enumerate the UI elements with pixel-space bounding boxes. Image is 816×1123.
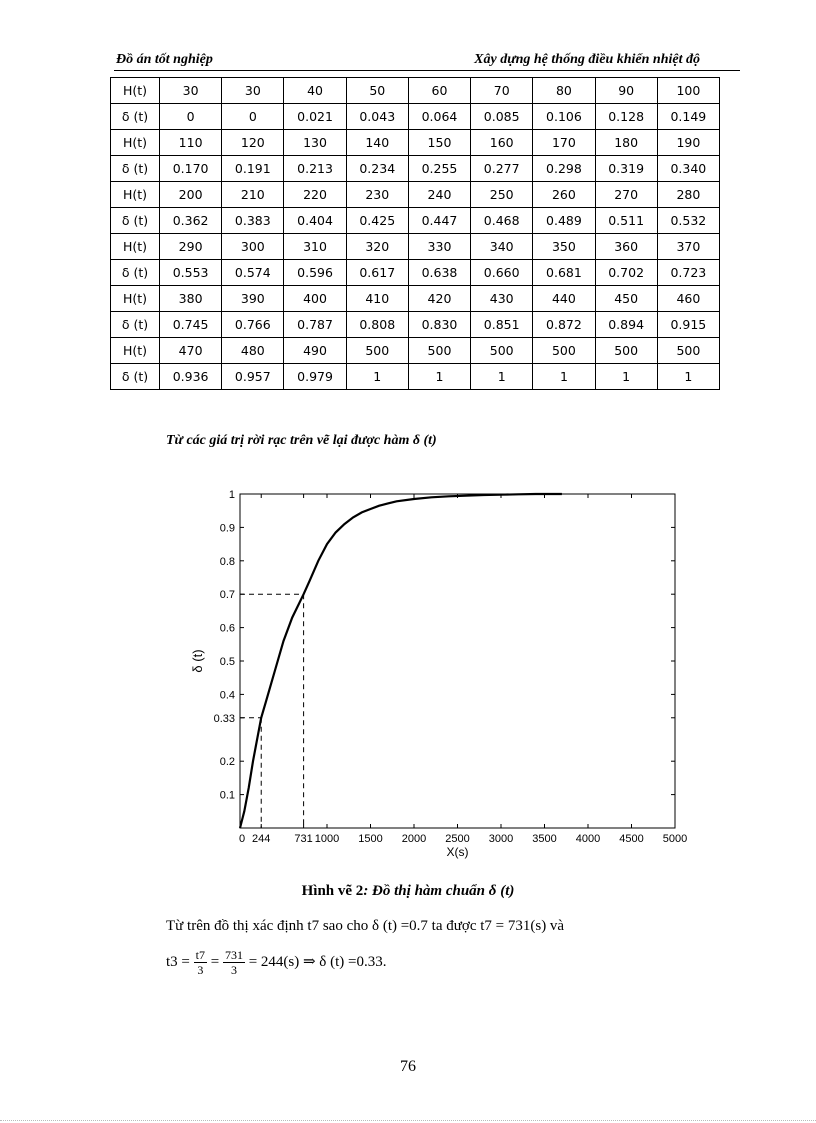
table-cell: 470 <box>160 338 222 364</box>
formula-frac2-num: 731 <box>224 948 243 962</box>
table-cell: 0.064 <box>408 104 470 130</box>
table-cell: 0.915 <box>657 312 719 338</box>
figure-caption <box>0 883 816 900</box>
header-left: Đồ án tốt nghiệp <box>116 52 213 67</box>
page-number: 76 <box>400 1058 416 1075</box>
table-cell: 0.638 <box>408 260 470 286</box>
table-cell: 40 <box>284 78 346 104</box>
table-cell: 200 <box>160 182 222 208</box>
table-cell: 1 <box>471 364 533 390</box>
y-tick-label: 0.1 <box>219 789 235 802</box>
table-row-label: δ (t) <box>111 208 160 234</box>
table-cell: 0.425 <box>346 208 408 234</box>
table-cell: 0.957 <box>222 364 284 390</box>
table-cell: 0.255 <box>408 156 470 182</box>
table-cell: 70 <box>471 78 533 104</box>
table-cell: 0.149 <box>657 104 719 130</box>
formula-fraction-1 <box>194 948 207 977</box>
x-tick-label: 1000 <box>314 833 340 845</box>
table-cell: 0.489 <box>533 208 595 234</box>
table-cell: 360 <box>595 234 657 260</box>
table-row-label: H(t) <box>111 234 160 260</box>
plot-frame <box>240 494 675 828</box>
table-cell: 1 <box>346 364 408 390</box>
formula-equals: = <box>210 953 220 970</box>
table-cell: 0.404 <box>284 208 346 234</box>
table-row <box>111 338 720 364</box>
table-cell: 0.106 <box>533 104 595 130</box>
table-cell: 0 <box>222 104 284 130</box>
table-cell: 500 <box>533 338 595 364</box>
table-row <box>111 286 720 312</box>
table-cell: 280 <box>657 182 719 208</box>
table-cell: 0.617 <box>346 260 408 286</box>
table-row-label: δ (t) <box>111 156 160 182</box>
table-cell: 150 <box>408 130 470 156</box>
table-row-label: H(t) <box>111 130 160 156</box>
table-cell: 90 <box>595 78 657 104</box>
table-cell: 0.128 <box>595 104 657 130</box>
x-axis-label: X(s) <box>446 845 469 859</box>
table-cell: 1 <box>595 364 657 390</box>
table-cell: 460 <box>657 286 719 312</box>
table-row-label: δ (t) <box>111 260 160 286</box>
table-cell: 210 <box>222 182 284 208</box>
table-cell: 0.574 <box>222 260 284 286</box>
table-cell: 500 <box>595 338 657 364</box>
table-cell: 500 <box>471 338 533 364</box>
table-cell: 120 <box>222 130 284 156</box>
table-cell: 0.362 <box>160 208 222 234</box>
table-cell: 110 <box>160 130 222 156</box>
table-cell: 450 <box>595 286 657 312</box>
table-cell: 220 <box>284 182 346 208</box>
table-cell: 290 <box>160 234 222 260</box>
table-cell: 0.213 <box>284 156 346 182</box>
x-tick-label: 4000 <box>575 833 601 845</box>
x-tick-label: 3500 <box>532 833 557 845</box>
data-table <box>110 77 720 390</box>
table-row <box>111 364 720 390</box>
y-tick-label: 0.2 <box>219 756 235 769</box>
x-tick-label: 1500 <box>358 833 383 845</box>
formula-lhs: t3 = <box>166 953 190 970</box>
formula-frac2-den: 3 <box>230 963 237 977</box>
table-cell: 0.553 <box>160 260 222 286</box>
table-row <box>111 208 720 234</box>
table-cell: 300 <box>222 234 284 260</box>
table-cell: 160 <box>471 130 533 156</box>
table-cell: 400 <box>284 286 346 312</box>
table-row <box>111 312 720 338</box>
table-cell: 0.681 <box>533 260 595 286</box>
y-tick-label: 0.5 <box>219 656 235 668</box>
x-tick-label: 3000 <box>488 833 514 845</box>
table-cell: 130 <box>284 130 346 156</box>
table-cell: 250 <box>471 182 533 208</box>
table-row-label: δ (t) <box>111 104 160 130</box>
table-cell: 50 <box>346 78 408 104</box>
table-cell: 310 <box>284 234 346 260</box>
table-cell: 0.936 <box>160 364 222 390</box>
table-row-label: δ (t) <box>111 312 160 338</box>
table-cell: 30 <box>160 78 222 104</box>
table-cell: 430 <box>471 286 533 312</box>
table-cell: 390 <box>222 286 284 312</box>
table-cell: 0.979 <box>284 364 346 390</box>
table-cell: 330 <box>408 234 470 260</box>
table-cell: 190 <box>657 130 719 156</box>
x-tick-label: 244 <box>252 833 271 845</box>
delta-chart <box>180 480 690 870</box>
body-text: Từ trên đồ thị xác định t7 sao cho δ (t) =0.7 ta được t7 = 731(s) và <box>166 918 565 934</box>
table-cell: 170 <box>533 130 595 156</box>
table-cell: 240 <box>408 182 470 208</box>
y-tick-label: 1 <box>228 489 235 501</box>
table-cell: 0.085 <box>471 104 533 130</box>
table-cell: 0.808 <box>346 312 408 338</box>
table-row-label: H(t) <box>111 78 160 104</box>
table-row-label: H(t) <box>111 182 160 208</box>
table-cell: 0.383 <box>222 208 284 234</box>
table-row-label: δ (t) <box>111 364 160 390</box>
table-cell: 420 <box>408 286 470 312</box>
table-cell: 1 <box>408 364 470 390</box>
table-row <box>111 78 720 104</box>
y-tick-label: 0.8 <box>219 555 235 568</box>
table-cell: 350 <box>533 234 595 260</box>
table-cell: 0.532 <box>657 208 719 234</box>
table-cell: 0.894 <box>595 312 657 338</box>
page-bottom-divider <box>0 1120 816 1121</box>
header-right: Xây dựng hệ thống điều khiển nhiệt độ <box>474 52 700 67</box>
table-cell: 0.830 <box>408 312 470 338</box>
y-tick-label: 0.33 <box>213 712 235 725</box>
data-table-body <box>111 78 720 390</box>
table-cell: 0.170 <box>160 156 222 182</box>
table-cell: 60 <box>408 78 470 104</box>
table-cell: 0.723 <box>657 260 719 286</box>
table-row <box>111 234 720 260</box>
table-cell: 410 <box>346 286 408 312</box>
formula-fraction-2 <box>223 948 245 977</box>
table-row <box>111 130 720 156</box>
table-cell: 270 <box>595 182 657 208</box>
table-cell: 0.660 <box>471 260 533 286</box>
x-tick-label: 2500 <box>445 833 470 845</box>
table-cell: 340 <box>471 234 533 260</box>
page-header <box>114 50 740 71</box>
table-cell: 0.447 <box>408 208 470 234</box>
figure-caption-prefix: Hình vẽ 2 <box>301 883 364 899</box>
table-cell: 500 <box>408 338 470 364</box>
table-cell: 0.340 <box>657 156 719 182</box>
table-row <box>111 260 720 286</box>
formula-frac1-num: t7 <box>195 948 205 962</box>
table-cell: 100 <box>657 78 719 104</box>
table-cell: 1 <box>657 364 719 390</box>
table-cell: 500 <box>346 338 408 364</box>
table-row <box>111 156 720 182</box>
table-cell: 320 <box>346 234 408 260</box>
table-cell: 0.319 <box>595 156 657 182</box>
y-tick-label: 0.7 <box>219 589 235 602</box>
chart-intro-caption: Từ các giá trị rời rạc trên vẽ lại được hàm δ (t) <box>166 433 437 448</box>
table-cell: 0.787 <box>284 312 346 338</box>
y-tick-label: 0.9 <box>219 522 235 535</box>
table-cell: 260 <box>533 182 595 208</box>
table-cell: 30 <box>222 78 284 104</box>
table-cell: 0.851 <box>471 312 533 338</box>
table-row <box>111 104 720 130</box>
table-cell: 440 <box>533 286 595 312</box>
table-cell: 0.234 <box>346 156 408 182</box>
table-cell: 0.468 <box>471 208 533 234</box>
table-cell: 0.511 <box>595 208 657 234</box>
table-cell: 0.277 <box>471 156 533 182</box>
formula <box>166 948 387 988</box>
table-cell: 80 <box>533 78 595 104</box>
x-tick-label: 731 <box>294 833 313 845</box>
y-tick-label: 0.4 <box>219 689 235 702</box>
table-cell: 0.766 <box>222 312 284 338</box>
figure-caption-italic: : Đồ thị hàm chuẩn <box>363 883 489 899</box>
table-cell: 0.702 <box>595 260 657 286</box>
table-cell: 0.021 <box>284 104 346 130</box>
table-cell: 490 <box>284 338 346 364</box>
table-cell: 0.872 <box>533 312 595 338</box>
x-tick-label: 2000 <box>401 833 427 845</box>
x-tick-label: 5000 <box>662 833 688 845</box>
table-cell: 380 <box>160 286 222 312</box>
table-cell: 140 <box>346 130 408 156</box>
table-row <box>111 182 720 208</box>
table-cell: 1 <box>533 364 595 390</box>
table-cell: 0.745 <box>160 312 222 338</box>
table-row-label: H(t) <box>111 338 160 364</box>
table-cell: 500 <box>657 338 719 364</box>
table-cell: 480 <box>222 338 284 364</box>
table-cell: 180 <box>595 130 657 156</box>
table-cell: 0.191 <box>222 156 284 182</box>
table-cell: 0.043 <box>346 104 408 130</box>
table-cell: 0.298 <box>533 156 595 182</box>
table-cell: 0 <box>160 104 222 130</box>
figure-caption-symbol: δ (t) <box>488 883 515 899</box>
y-tick-label: 0.6 <box>219 622 235 635</box>
table-cell: 230 <box>346 182 408 208</box>
table-cell: 370 <box>657 234 719 260</box>
formula-rhs: = 244(s) ⇒ δ (t) =0.33. <box>248 953 387 970</box>
formula-frac1-den: 3 <box>197 963 204 977</box>
y-axis-label: δ (t) <box>190 649 205 673</box>
x-tick-label: 4500 <box>619 833 644 845</box>
table-cell: 0.596 <box>284 260 346 286</box>
table-row-label: H(t) <box>111 286 160 312</box>
x-tick-label: 0 <box>238 833 246 845</box>
